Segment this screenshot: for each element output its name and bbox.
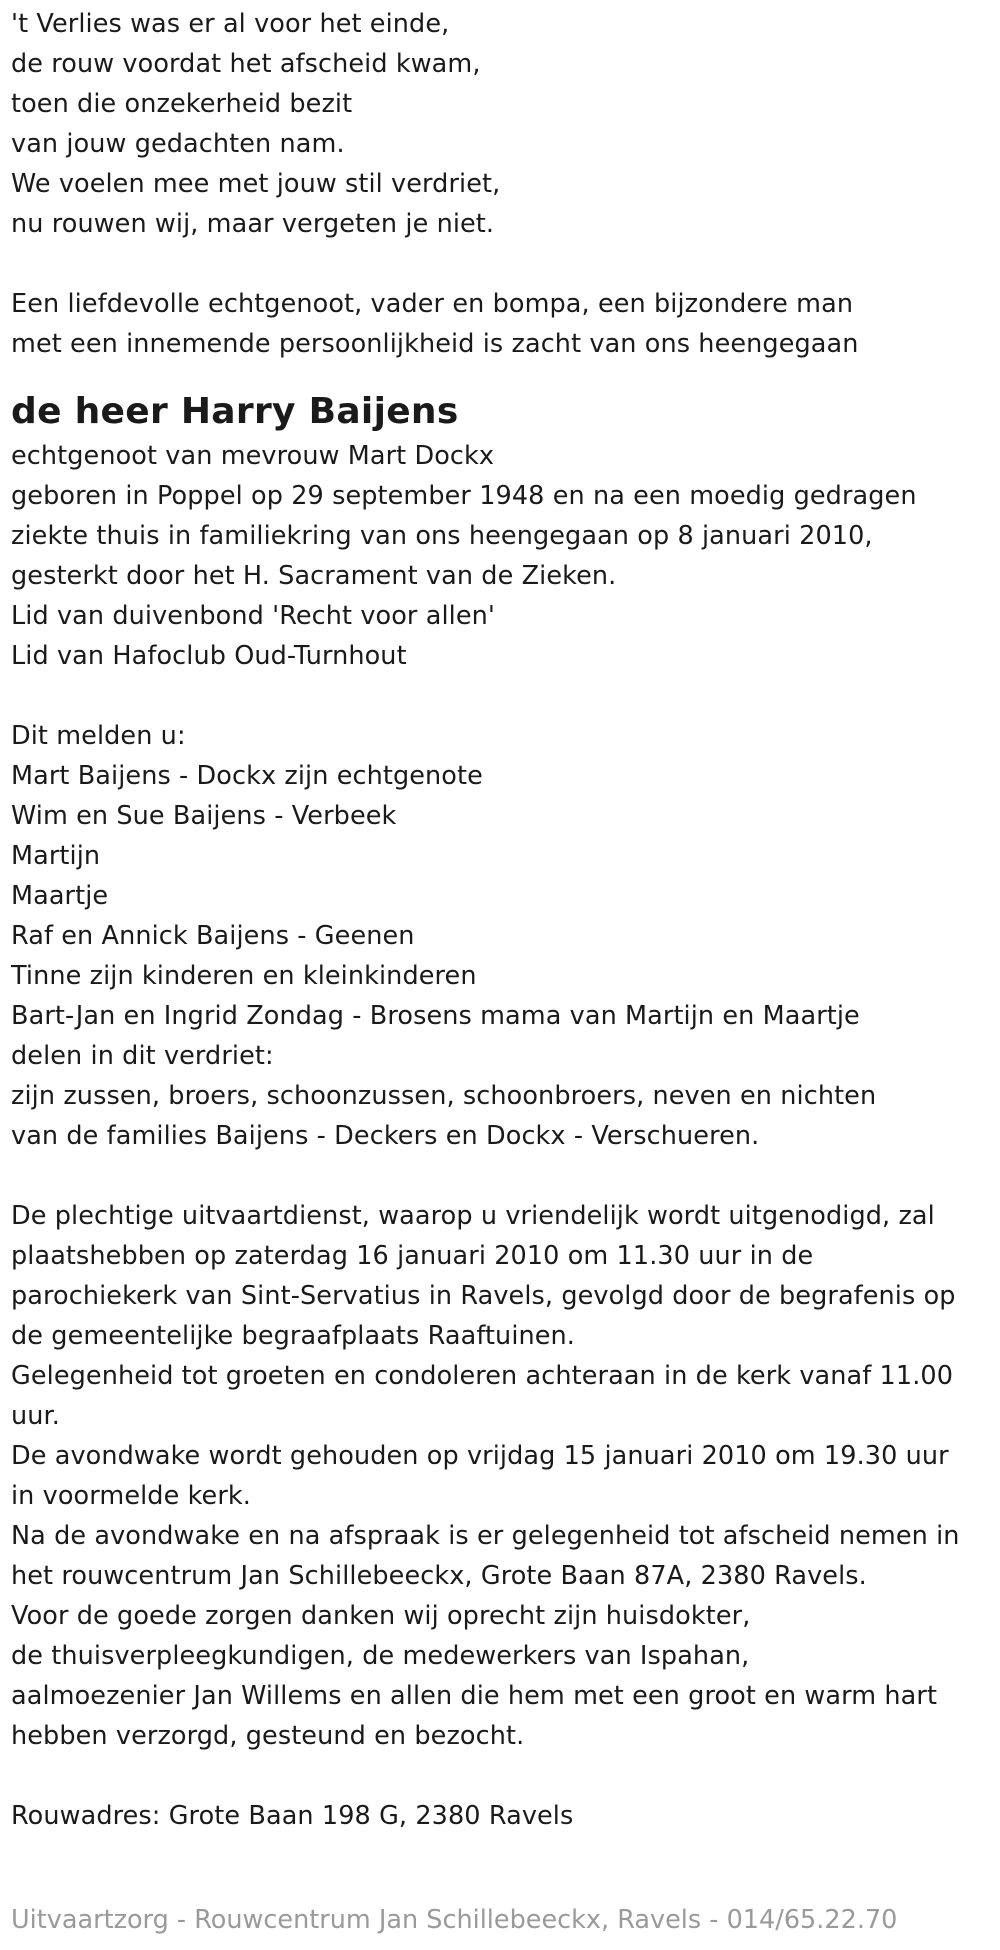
service-line: de thuisverpleegkundigen, de medewerkers van Ispahan, <box>11 1641 750 1671</box>
intro-line: met een innemende persoonlijkheid is zacht van ons heengegaan <box>11 329 859 359</box>
service-information <box>11 1196 1000 1756</box>
service-line: de gemeentelijke begraafplaats Raaftuinen. <box>11 1321 576 1351</box>
service-line: De avondwake wordt gehouden op vrijdag 15 januari 2010 om 19.30 uur <box>11 1441 949 1471</box>
service-line: aalmoezenier Jan Willems en allen die hem met een groot en warm hart <box>11 1681 938 1711</box>
spacer <box>11 1756 1000 1796</box>
intro-text <box>11 284 1000 364</box>
detail-line: ziekte thuis in familiekring van ons heengegaan op 8 januari 2010, <box>11 521 873 551</box>
poem-line: We voelen mee met jouw stil verdriet, <box>11 169 501 199</box>
service-line: uur. <box>11 1401 60 1431</box>
family-line: Dit melden u: <box>11 721 186 751</box>
service-line: hebben verzorgd, gesteund en bezocht. <box>11 1721 525 1751</box>
poem-line: de rouw voordat het afscheid kwam, <box>11 49 481 79</box>
family-line: delen in dit verdriet: <box>11 1041 274 1071</box>
service-line: Na de avondwake en na afspraak is er gelegenheid tot afscheid nemen in <box>11 1521 960 1551</box>
service-line: Voor de goede zorgen danken wij oprecht zijn huisdokter, <box>11 1601 751 1631</box>
poem-line: van jouw gedachten nam. <box>11 129 345 159</box>
poem-line: nu rouwen wij, maar vergeten je niet. <box>11 209 495 239</box>
service-line: in voormelde kerk. <box>11 1481 251 1511</box>
family-line: Tinne zijn kinderen en kleinkinderen <box>11 961 477 991</box>
detail-line: Lid van Hafoclub Oud-Turnhout <box>11 641 407 671</box>
spacer <box>11 364 1000 388</box>
service-line: Gelegenheid tot groeten en condoleren achteraan in de kerk vanaf 11.00 <box>11 1361 954 1391</box>
spacer <box>11 676 1000 716</box>
spacer <box>11 1156 1000 1196</box>
family-line: Raf en Annick Baijens - Geenen <box>11 921 415 951</box>
family-line: zijn zussen, broers, schoonzussen, schoonbroers, neven en nichten <box>11 1081 877 1111</box>
service-line: plaatshebben op zaterdag 16 januari 2010 om 11.30 uur in de <box>11 1241 814 1271</box>
service-line: parochiekerk van Sint-Servatius in Ravels, gevolgd door de begrafenis op <box>11 1281 956 1311</box>
funeral-home-footer: Uitvaartzorg - Rouwcentrum Jan Schillebeeckx, Ravels - 014/65.22.70 <box>11 1905 898 1935</box>
detail-line: gesterkt door het H. Sacrament van de Zieken. <box>11 561 617 591</box>
poem <box>11 4 1000 244</box>
family-line: van de families Baijens - Deckers en Dockx - Verschueren. <box>11 1121 760 1151</box>
spacer <box>11 244 1000 284</box>
deceased-name: de heer Harry Baijens <box>11 391 459 432</box>
poem-line: 't Verlies was er al voor het einde, <box>11 9 450 39</box>
family-line: Mart Baijens - Dockx zijn echtgenote <box>11 761 483 791</box>
family-announcement <box>11 716 1000 1156</box>
mourning-address: Rouwadres: Grote Baan 198 G, 2380 Ravels <box>11 1801 574 1831</box>
intro-line: Een liefdevolle echtgenoot, vader en bompa, een bijzondere man <box>11 289 854 319</box>
deceased-details <box>11 436 1000 676</box>
family-line: Bart-Jan en Ingrid Zondag - Brosens mama van Martijn en Maartje <box>11 1001 860 1031</box>
service-line: De plechtige uitvaartdienst, waarop u vriendelijk wordt uitgenodigd, zal <box>11 1201 935 1231</box>
detail-line: echtgenoot van mevrouw Mart Dockx <box>11 441 495 471</box>
poem-line: toen die onzekerheid bezit <box>11 89 353 119</box>
family-line: Martijn <box>11 841 101 871</box>
family-line: Wim en Sue Baijens - Verbeek <box>11 801 397 831</box>
family-line: Maartje <box>11 881 109 911</box>
service-line: het rouwcentrum Jan Schillebeeckx, Grote Baan 87A, 2380 Ravels. <box>11 1561 867 1591</box>
detail-line: geboren in Poppel op 29 september 1948 en na een moedig gedragen <box>11 481 917 511</box>
detail-line: Lid van duivenbond 'Recht voor allen' <box>11 601 495 631</box>
